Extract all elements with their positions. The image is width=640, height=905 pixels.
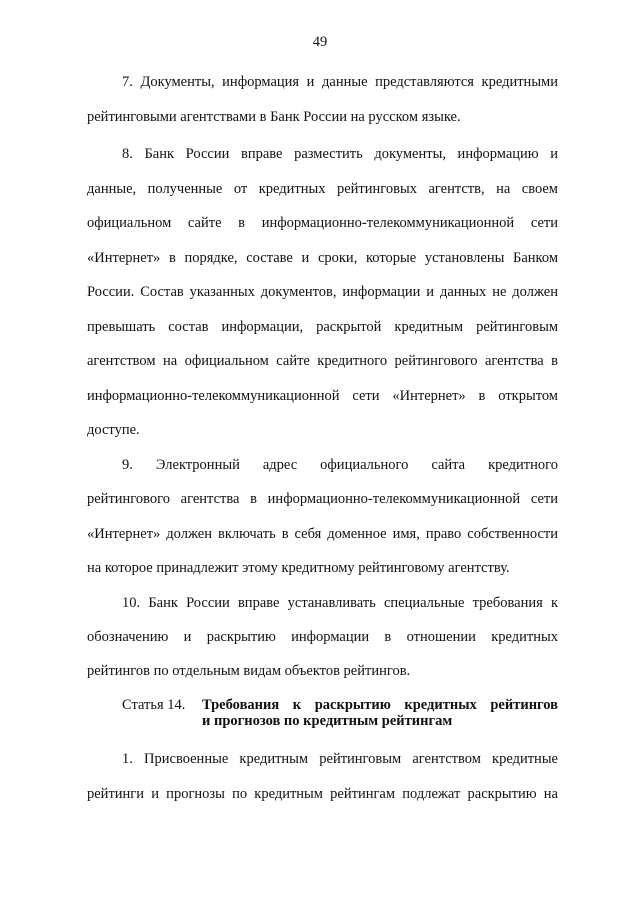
paragraph-10-line-3: рейтингов по отдельным видам объектов рейтингов. [87,663,411,679]
paragraph-8-line-6: превышать состав информации, раскрытой кредитным рейтинговым [87,319,558,335]
paragraph-10-line-1: 10. Банк России вправе устанавливать специальные требования к [122,595,558,611]
paragraph-7-line-2: рейтинговыми агентствами в Банк России на русском языке. [87,109,461,125]
paragraph-7-line-1: 7. Документы, информация и данные представляются кредитными [122,74,558,90]
paragraph-8-line-4: «Интернет» в порядке, составе и сроки, которые установлены Банком [87,250,558,266]
article-14-heading [122,697,558,729]
paragraph-9-line-4: на которое принадлежит этому кредитному рейтинговому агентству. [87,560,510,576]
paragraph-8-line-2: данные, полученные от кредитных рейтинговых агентств, на своем [87,181,558,197]
paragraph-9-line-1: 9. Электронный адрес официального сайта кредитного [122,457,558,473]
paragraph-9-line-3: «Интернет» должен включать в себя доменное имя, право собственности [87,526,558,542]
paragraph-8-line-9: доступе. [87,422,140,438]
article-14-paragraph-1-line-2: рейтинги и прогнозы по кредитным рейтингам подлежат раскрытию на [87,786,558,802]
article-14-paragraph-1-line-1: 1. Присвоенные кредитным рейтинговым агентством кредитные [122,751,558,767]
article-title-line-1: Требования к раскрытию кредитных рейтингов [202,697,558,713]
paragraph-9-line-2: рейтингового агентства в информационно-телекоммуникационной сети [87,491,558,507]
page-number: 49 [312,34,328,50]
paragraph-8-line-1: 8. Банк России вправе разместить документы, информацию и [122,146,558,162]
paragraph-8-line-8: информационно-телекоммуникационной сети «Интернет» в открытом [87,388,558,404]
paragraph-10-line-2: обозначению и раскрытию информации в отношении кредитных [87,629,558,645]
article-label: Статья 14. [122,697,186,713]
paragraph-8-line-7: агентством на официальном сайте кредитного рейтингового агентства в [87,353,558,369]
paragraph-8-line-5: России. Состав указанных документов, информации и данных не должен [87,284,558,300]
paragraph-8-line-3: официальном сайте в информационно-телекоммуникационной сети [87,215,558,231]
article-title-line-2: и прогнозов по кредитным рейтингам [202,713,453,729]
